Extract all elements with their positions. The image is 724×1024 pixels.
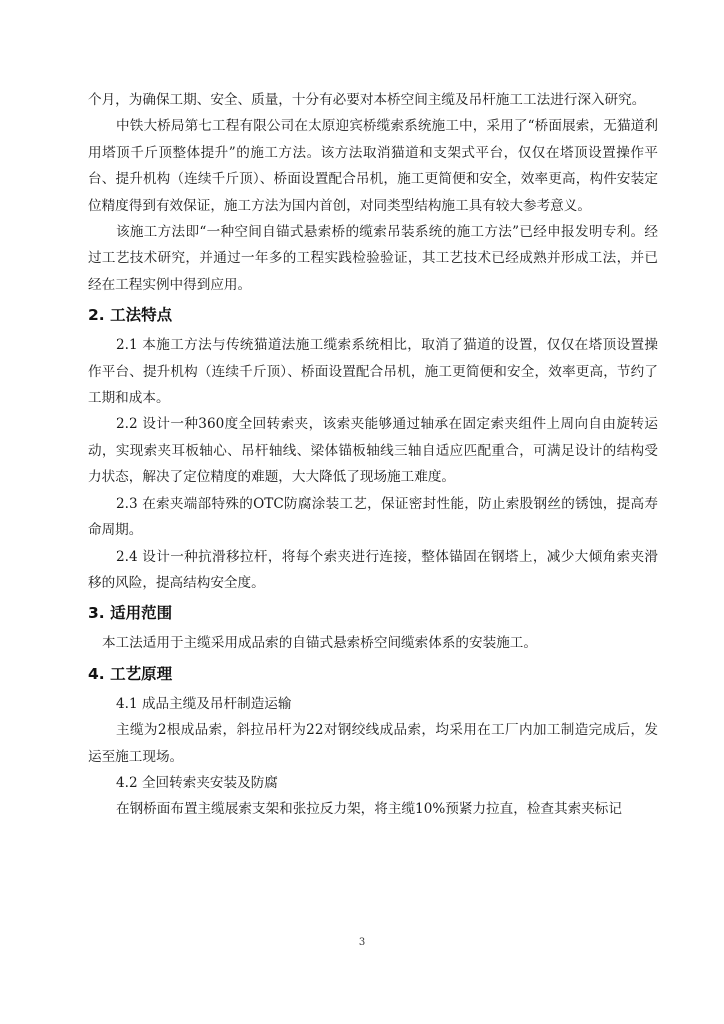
section-2-item-3: 2.3 在索夹端部特殊的OTC防腐涂装工艺，保证密封性能，防止索股钢丝的锈蚀，提高寿命周期。 [88, 495, 658, 539]
section-2-item-1: 2.1 本施工方法与传统猫道法施工缆索系统相比，取消了猫道的设置，仅仅在塔顶设置操作平台、提升机构（连续千斤顶）、桥面设置配合吊机，施工更简便和安全，效率更高，节约了工期和成本。 [88, 337, 658, 407]
intro-paragraph-3: 该施工方法即“一种空间自锚式悬索桥的缆索吊装系统的施工方法”已经申报发明专利。经过工艺技术研究，并通过一年多的工程实践检验验证，其工艺技术已经成熟并形成工法，并已经在工程实例中得到应用。 [88, 224, 658, 293]
section-2-item-2: 2.2 设计一种360度全回转索夹，该索夹能够通过轴承在固定索夹组件上周向自由旋转运动，实现索夹耳板轴心、吊杆轴线、梁体锚板轴线三轴自适应匹配重合，可满足设计的结构受力状态，解决了定位精度的难题，大大降低了现场施工难度。 [88, 416, 658, 486]
section-4-2-title: 4.2 全回转索夹安装及防腐 [116, 774, 278, 791]
section-4-heading: 4. 工艺原理 [88, 664, 173, 683]
intro-paragraph-2: 中铁大桥局第七工程有限公司在太原迎宾桥缆索系统施工中，采用了“桥面展索，无猫道利用塔顶千斤顶整体提升”的施工方法。该方法取消猫道和支架式平台，仅仅在塔顶设置操作平台、提升机构（连续千斤顶）、桥面设置配合吊机，施工更简便和安全，效率更高，构件安装定位精度得到有效保证，施工方法为国内首创，对同类型结构施工具有较大参考意义。 [88, 118, 658, 214]
section-3-heading: 3. 适用范围 [88, 604, 173, 623]
section-4-1-text: 主缆为2根成品索，斜拉吊杆为22对钢绞线成品索，均采用在工厂内加工制造完成后，发运至施工现场。 [88, 722, 658, 765]
section-2-heading: 2. 工法特点 [88, 306, 173, 325]
section-2-item-4: 2.4 设计一种抗滑移拉杆，将每个索夹进行连接，整体锚固在钢塔上，减少大倾角索夹滑移的风险，提高结构安全度。 [88, 548, 658, 591]
page-number: 3 [358, 937, 366, 948]
page-content [88, 87, 658, 823]
section-4-1-title: 4.1 成品主缆及吊杆制造运输 [116, 695, 292, 712]
section-4-2-text: 在钢桥面布置主缆展索支架和张拉反力架，将主缆10%预紧力拉直，检查其索夹标记 [116, 801, 622, 818]
intro-paragraph-1: 个月，为确保工期、安全、质量，十分有必要对本桥空间主缆及吊杆施工工法进行深入研究。 [88, 92, 646, 108]
section-3-text: 本工法适用于主缆采用成品索的自锚式悬索桥空间缆索体系的安装施工。 [102, 635, 537, 652]
